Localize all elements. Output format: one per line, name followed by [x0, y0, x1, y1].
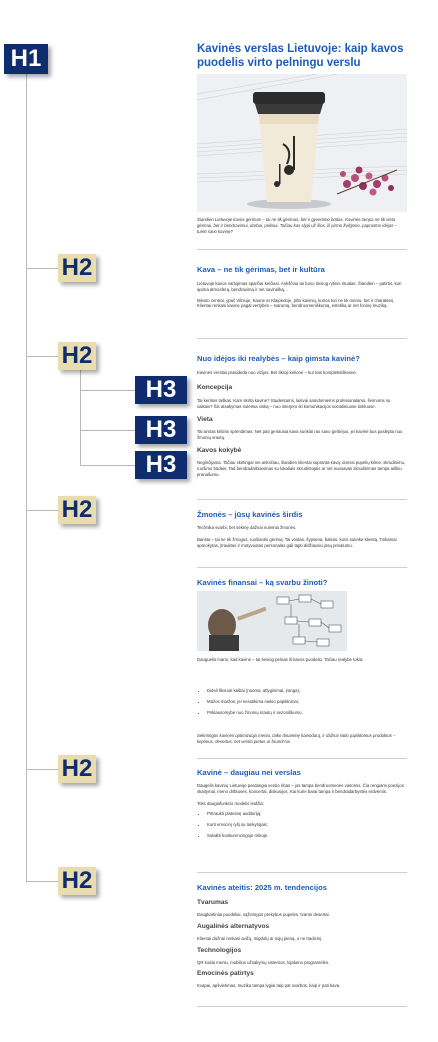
subsection-heading: Tvarumas: [197, 899, 229, 906]
list-item: • Sulaikti konkurencingoje rinkoje.: [207, 833, 407, 839]
section-culture: [197, 265, 407, 309]
subsection-heading: Augalinės alternatyvos: [197, 922, 270, 930]
section-intro: Kavinės verslas prasideda nuo vizijos. Bet tikroji kelionė – kur kas kompleksiškesnė.: [197, 370, 358, 375]
h2-badge: H2: [58, 755, 96, 783]
divider: [197, 872, 407, 873]
section-heading: Žmonės – jūsų kavinės širdis: [197, 510, 303, 519]
h1-badge: H1: [4, 44, 48, 74]
section-lead: Toks daugiafunkcis modelis leidžia:: [197, 800, 264, 806]
section-finances: [197, 578, 407, 588]
tree-branch-line: [26, 769, 58, 770]
divider: [197, 1006, 407, 1007]
list-item: [207, 699, 407, 705]
list-item-text: Mažos maržos, jei nesutikima niekio papildomai;: [207, 698, 299, 704]
h2-badge: H2: [58, 867, 96, 895]
finance-image-flowchart: [197, 591, 347, 651]
subsection-heading: Technologijos: [197, 946, 242, 954]
h3-badge: H3: [135, 416, 187, 444]
subsection-heading: Koncepcija: [197, 383, 233, 391]
section-heading: Kavinės finansai – ką svarbu žinoti?: [197, 578, 328, 587]
section-intro: Dauguelis mano, kad kavinė – tai tiesiog pelnas iš kavos puodelio. Tačiau realybė tokia:: [197, 657, 364, 662]
subsection-text: Neginčijama. Tačiau skirtingai nei anksčiau, šiandien klientai supranta kavą: domisi pupelių kilme, skrudinimu, ruošimo būdais. Tad bendradarbiavimas su lokaliais skrudintojais ar net nuosavas skrudinimas tampa aiškiu pranašumu.: [197, 459, 406, 477]
section-heading: Kavinė – daugiau nei verslas: [197, 768, 301, 777]
subsection-text: Daugkartiniai puodeliai, sąžiningos prekybos pupelės, tvarūs desertai.: [197, 912, 330, 917]
divider: [197, 499, 407, 500]
tree-branch-line: [80, 465, 135, 466]
subsection-text: Tai antras kritinis sprendimas. Net pati geriausia kava sunkiai ras savo gerbėjus, jei kavinė bus paslėpta nuo žmonių srautų.: [197, 429, 403, 441]
article-header: [197, 42, 407, 70]
section-finances-body: [197, 657, 407, 663]
hero-image-coffee-cup: [197, 74, 407, 212]
tree-branch-line: [26, 510, 58, 511]
article-title: Kavinės verslas Lietuvoje: kaip kavos puodelis virto pelningu verslu: [197, 43, 404, 69]
h3-badge: H3: [135, 376, 187, 404]
section-more-than-business: [197, 768, 407, 844]
section-paragraph: Technika svarbi, bet sėkmę dažnai nulemia žmonės.: [197, 525, 297, 530]
subsection-heading: Vieta: [197, 416, 213, 424]
caption-text: Šiandien Lietuvoje kavos gėrimas – tai ne tik gėrimas, bet ir gyvenimo būdas. Kavinės tampa ne tik vieta gėrimui, bet ir bendravimui, darbui, poilsiui. Tačiau kas slypi už šios, iš pirmo žvilgsnio, paprastos idėjos – turėti savo kavinę?: [197, 217, 397, 234]
section-heading: Kavinės ateitis: 2025 m. tendencijos: [197, 883, 327, 892]
list-item: • Pritraukti platesnę auditoriją;: [207, 811, 407, 817]
h2-badge: H2: [58, 254, 96, 282]
h2-badge: H2: [58, 496, 96, 524]
tree-branch-line: [80, 390, 135, 391]
section-heading: Nuo idėjos iki realybės – kaip gimsta kavinė?: [197, 354, 360, 363]
section-heading: Kava – ne tik gėrimas, bet ir kultūra: [197, 265, 325, 274]
divider: [197, 249, 407, 250]
section-people: [197, 510, 407, 548]
subsection-heading: Kavos kokybė: [197, 446, 242, 454]
list-item: • Dideli fiksuoti kaštai (nuoma, atlyginimai, įranga);: [207, 688, 407, 694]
section-intro: Daugelis kavinių Lietuvoje pardangia verslo ribas – jos tampa bendruomenės vietomis. Čia rengiami poezijos skaitymai, meno dirbtuvės, koncertai, diskusijos. Kai kurie barai tampa ir bendradarbystės erdvėmis.: [197, 783, 404, 794]
tree-branch-line: [26, 268, 58, 269]
subsection-text: QR kodai meniu, mobilios užsakymų sistemos, lojalumo programėlės.: [197, 959, 330, 965]
section-trends-2025: [197, 883, 407, 989]
tree-sub-trunk-line: [80, 370, 81, 466]
section-paragraph: Barista – tai ne tik žmogus, ruošiantis gėrimą. Tai veidas, šypsena, balsas, kuris sutinka klientą. Tinkamai apmokytas, įtrauktas ir motyvuotas personalas gali tapti didžiausiu jūsų privalumu.: [197, 536, 397, 548]
finance-outro: [197, 733, 407, 745]
subsection-heading: Emocinės patirtys: [197, 970, 254, 978]
divider: [197, 758, 407, 759]
list-item: • Priklausomybė nuo žmonių srautų ir sezoniškumo.: [207, 710, 407, 716]
h2-badge: H2: [58, 342, 96, 370]
finance-bullet-list: [197, 688, 407, 720]
section-paragraph: Lietuvoje kavos vartojimas sparčiai keičiasi. Ankščiau tai buvo tiesiog rytinis ritualas. Šiandien – patirtis, kuri apima atmosferą, bendravimą ir net savirašką.: [197, 281, 402, 292]
subsection-text: Kvapai, apšvietimas, muzika tampa lygiai taip pat svarbūs, kaip ir pati kava.: [197, 983, 341, 989]
subsection-text: Tai kertinis taškas. Kam skirta kavinė? Studentams, laisvai samdomiems profesionalams, šeimoms su vaikais? Šis atsakymas nulemia viską – nuo interjero iki komunikacijos socialiniuose tinkluose.: [197, 397, 391, 409]
tree-branch-line: [26, 881, 58, 882]
heading-hierarchy-tree: [0, 0, 200, 1042]
h3-badge: H3: [135, 451, 187, 479]
divider: [197, 567, 407, 568]
divider: [197, 338, 407, 339]
tree-branch-line: [26, 356, 58, 357]
subsection-text: Klientai dažnai renkasi avižų, migdolų ar sojų pieną, o ne tradicinį.: [197, 935, 323, 941]
list-item: • Kurti emocinį ryšį su lankytojais;: [207, 822, 407, 828]
section-paragraph: Miesto centrai, ypač Vilniuje, Kaune ar Klaipėdoje, pilni kavinių, kurios turi ne tik meniu, bet ir charakterį. Klientai renkasi kavinę pagal vertybes – tvarumą, bendruomeniškumą, estetiką ar net foninę muziką.: [197, 297, 395, 309]
tree-branch-line: [80, 430, 135, 431]
section-idea-to-reality: [197, 354, 407, 477]
section-paragraph: Sėkmingos kavinės optimizuoja meniu, taiko dinaminę kainodarą, ir dažnai siūlo papildomus produktus – kepinius, desertus, net verslo pietus ar brunch'us.: [197, 733, 396, 744]
tree-trunk-line: [26, 74, 27, 882]
hero-image-caption: [197, 217, 407, 234]
